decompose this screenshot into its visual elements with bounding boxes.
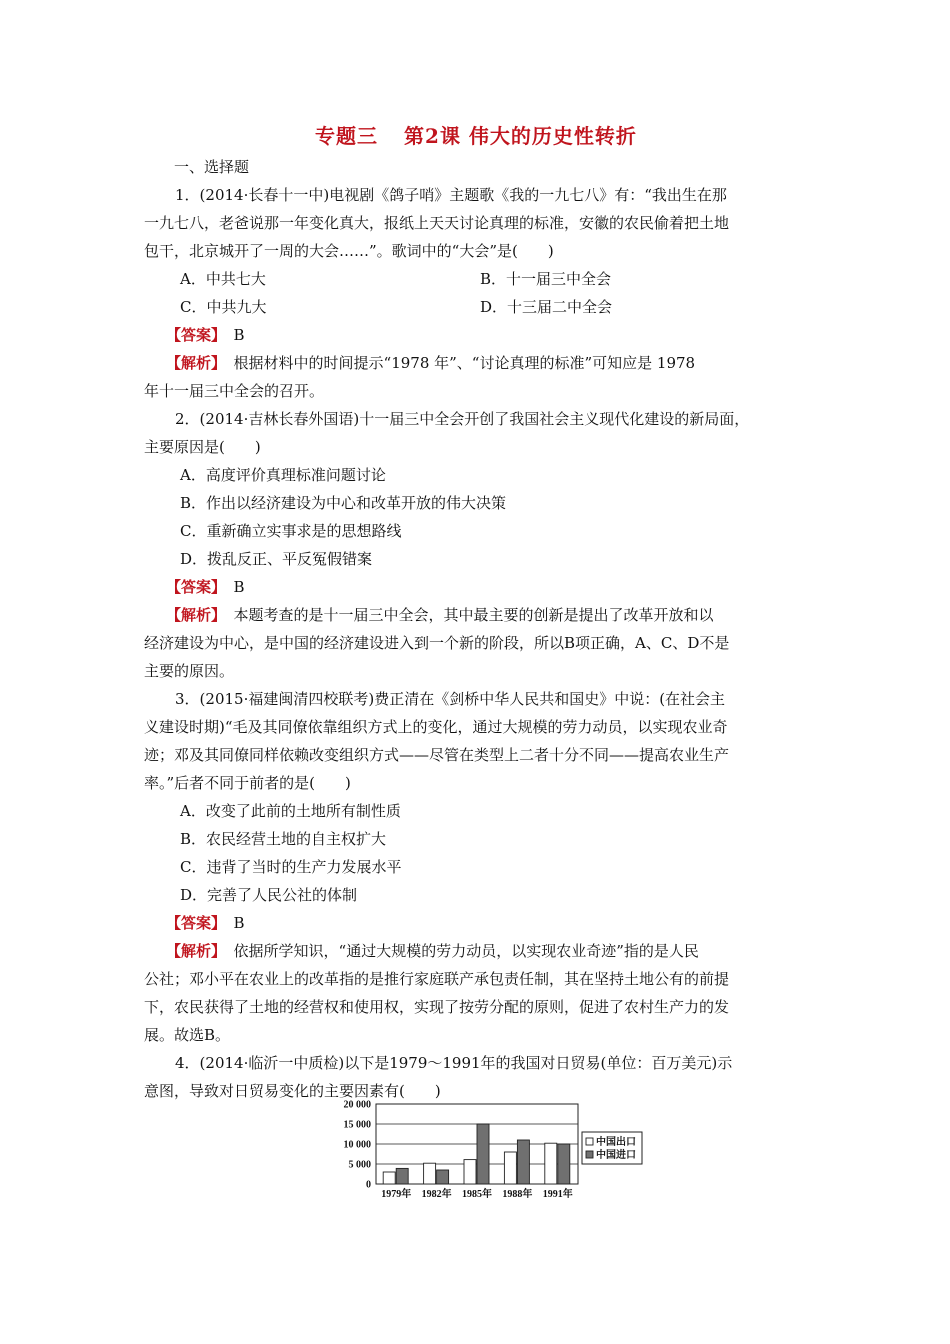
section-heading: 一、选择题 [174, 158, 250, 176]
x-tick-label: 1988年 [502, 1189, 533, 1200]
question-3-line-4: 率。”后者不同于前者的是( ) [144, 774, 351, 792]
analysis-line-1: 本题考查的是十一届三中全会，其中最主要的创新是提出了改革开放和以 [233, 606, 714, 624]
question-1-analysis-line-2: 年十一届三中全会的召开。 [144, 382, 325, 400]
page-title [144, 120, 808, 149]
answer-value: B [233, 914, 245, 932]
option-b: B．十一届三中全会 [480, 270, 612, 288]
bar-export [504, 1152, 516, 1184]
bar-import [437, 1170, 449, 1184]
trade-chart [326, 1092, 682, 1212]
question-3-answer [144, 909, 808, 937]
x-tick-label: 1979年 [381, 1189, 412, 1200]
question-4-line-2: 意图，导致对日贸易变化的主要因素有( ) [144, 1082, 441, 1100]
answer-tag: 【答案】 [166, 578, 219, 596]
answer-tag: 【答案】 [166, 326, 219, 344]
option-d: D．十三届二中全会 [480, 298, 613, 316]
bar-export [464, 1160, 476, 1184]
bar-import [396, 1168, 408, 1184]
y-tick-label: 20 000 [343, 1099, 371, 1111]
question-2-analysis-line-3: 主要的原因。 [144, 662, 235, 680]
question-1-line-3: 包干，北京城开了一周的大会……”。歌词中的“大会”是( ) [144, 242, 554, 260]
question-2 [144, 405, 808, 685]
analysis-tag: 【解析】 [166, 354, 219, 372]
question-3-analysis [144, 937, 808, 965]
option-c: C．重新确立实事求是的思想路线 [180, 522, 402, 540]
question-2-answer [144, 573, 808, 601]
y-tick-label: 5 000 [348, 1159, 371, 1171]
option-d: D．完善了人民公社的体制 [180, 886, 358, 904]
question-2-line-1: 2．(2014·吉林长春外国语)十一届三中全会开创了我国社会主义现代化建设的新局面， [175, 410, 750, 428]
bar-export [545, 1143, 557, 1184]
question-1-answer [144, 321, 808, 349]
question-1 [144, 181, 808, 405]
answer-value: B [233, 578, 245, 596]
legend-swatch [586, 1151, 593, 1158]
question-2-analysis [144, 601, 808, 629]
bar-export [424, 1163, 436, 1184]
question-4-line-1: 4．(2014·临沂一中质检)以下是1979～1991年的我国对日贸易(单位：百万美元)示 [175, 1054, 733, 1072]
option-a: A．改变了此前的土地所有制性质 [180, 802, 401, 820]
option-c: C．违背了当时的生产力发展水平 [180, 858, 402, 876]
question-1-line-2: 一九七八，老爸说那一年变化真大，报纸上天天讨论真理的标准，安徽的农民偷着把土地 [144, 214, 730, 232]
question-3-line-3: 迹；邓及其同僚同样依赖改变组织方式——尽管在类型上二者十分不同——提高农业生产 [144, 746, 730, 764]
y-tick-label: 10 000 [343, 1139, 371, 1151]
analysis-tag: 【解析】 [166, 942, 219, 960]
analysis-line-1: 依据所学知识，“通过大规模的劳力动员，以实现农业奇迹”指的是人民 [233, 942, 699, 960]
question-2-analysis-line-2: 经济建设为中心，是中国的经济建设进入到一个新的阶段，所以B项正确，A、C、D不是 [144, 634, 730, 652]
question-3-analysis-line-2: 公社；邓小平在农业上的改革指的是推行家庭联产承包责任制，其在坚持土地公有的前提 [144, 970, 730, 988]
analysis-tag: 【解析】 [166, 606, 219, 624]
question-3 [144, 685, 808, 1049]
option-a: A．高度评价真理标准问题讨论 [180, 466, 386, 484]
question-3-analysis-line-3: 下，农民获得了土地的经营权和使用权，实现了按劳分配的原则，促进了农村生产力的发 [144, 998, 730, 1016]
legend-label: 中国出口 [596, 1137, 636, 1148]
document-page [144, 120, 808, 1105]
analysis-line-1: 根据材料中的时间提示“1978 年”、“讨论真理的标准”可知应是 1978 [233, 354, 696, 372]
question-1-options-row-2 [144, 293, 808, 321]
option-d: D．拨乱反正、平反冤假错案 [180, 550, 373, 568]
bar-import [517, 1140, 529, 1184]
question-2-line-2: 主要原因是( ) [144, 438, 261, 456]
bar-export [383, 1172, 395, 1184]
option-a: A．中共七大 [180, 270, 266, 288]
option-c: C．中共九大 [180, 298, 267, 316]
bar-import [477, 1124, 489, 1184]
title-topic: 专题三 [315, 124, 379, 148]
question-1-line-1: 1．(2014·长春十一中)电视剧《鸽子哨》主题歌《我的一九七八》有：“我出生在那 [175, 186, 727, 204]
trade-chart-svg [326, 1092, 682, 1212]
question-1-options-row-1 [144, 265, 808, 293]
x-tick-label: 1991年 [542, 1189, 573, 1200]
y-tick-label: 15 000 [343, 1119, 371, 1131]
answer-value: B [233, 326, 245, 344]
option-b: B．农民经营土地的自主权扩大 [180, 830, 387, 848]
question-3-line-2: 义建设时期)“毛及其同僚依靠组织方式上的变化，通过大规模的劳力动员，以实现农业奇 [144, 718, 728, 736]
option-b: B．作出以经济建设为中心和改革开放的伟大决策 [180, 494, 507, 512]
question-3-line-1: 3．(2015·福建闽清四校联考)费正清在《剑桥中华人民共和国史》中说：(在社会主 [175, 690, 726, 708]
legend-swatch [586, 1138, 593, 1145]
title-lesson: 第2课 伟大的历史性转折 [404, 124, 637, 148]
legend-label: 中国进口 [596, 1150, 636, 1161]
y-tick-label: 0 [366, 1179, 371, 1191]
x-tick-label: 1985年 [462, 1189, 492, 1200]
x-tick-label: 1982年 [421, 1189, 452, 1200]
answer-tag: 【答案】 [166, 914, 219, 932]
question-1-analysis [144, 349, 808, 377]
question-3-analysis-line-4: 展。故选B。 [144, 1026, 231, 1044]
bar-import [558, 1144, 570, 1184]
